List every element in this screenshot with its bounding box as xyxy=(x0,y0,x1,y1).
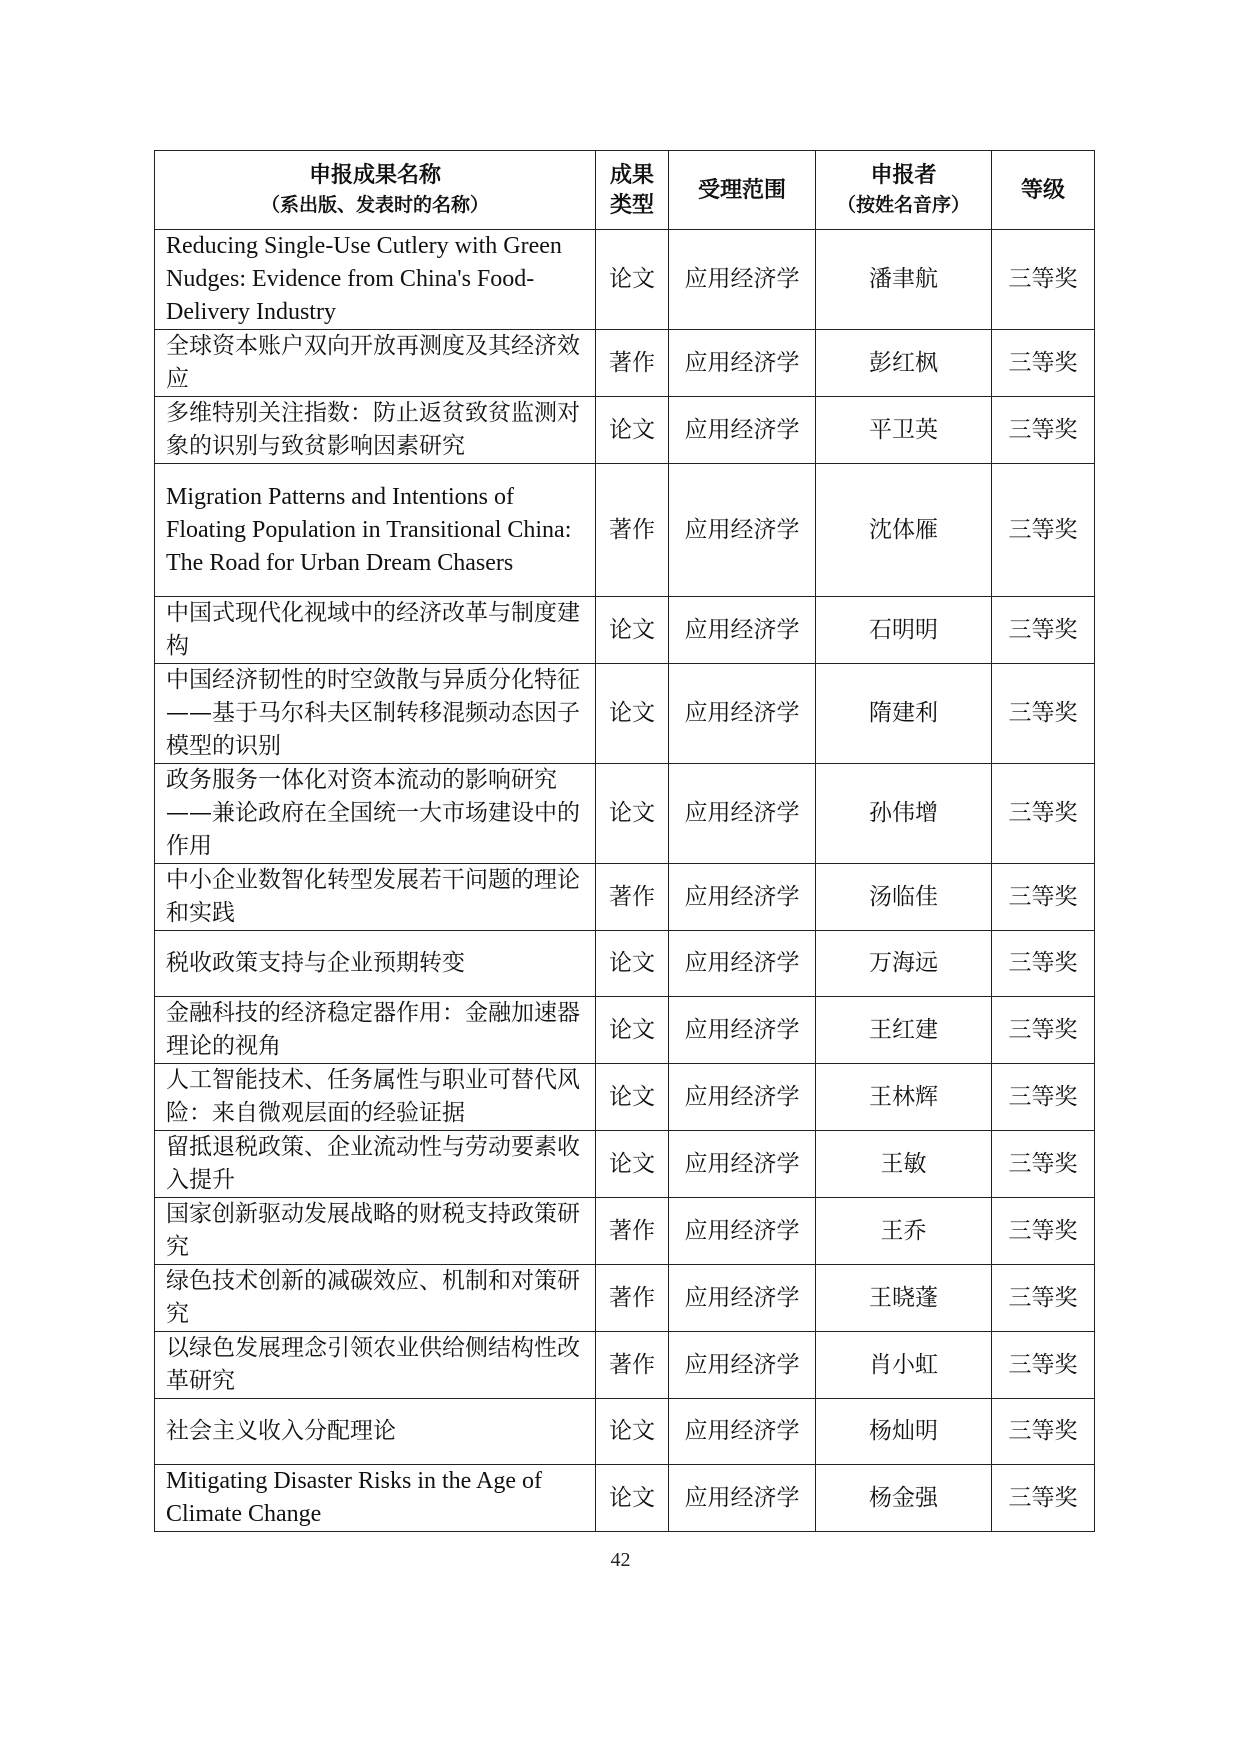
table-row xyxy=(155,230,1095,330)
cell-grade: 三等奖 xyxy=(992,1198,1095,1265)
cell-grade: 三等奖 xyxy=(992,664,1095,764)
cell-scope: 应用经济学 xyxy=(669,864,816,931)
cell-scope: 应用经济学 xyxy=(669,330,816,397)
cell-title: 中国经济韧性的时空敛散与异质分化特征——基于马尔科夫区制转移混频动态因子模型的识别 xyxy=(155,664,596,764)
cell-type: 论文 xyxy=(596,664,669,764)
cell-type: 论文 xyxy=(596,1131,669,1198)
cell-grade: 三等奖 xyxy=(992,1265,1095,1332)
cell-scope: 应用经济学 xyxy=(669,1332,816,1399)
table-row xyxy=(155,1131,1095,1198)
table-header-row xyxy=(155,151,1095,230)
header-grade xyxy=(992,151,1095,230)
header-title-sub: （系出版、发表时的名称） xyxy=(260,194,489,216)
cell-scope: 应用经济学 xyxy=(669,464,816,597)
table-row xyxy=(155,864,1095,931)
cell-type: 论文 xyxy=(596,931,669,997)
cell-applicant: 沈体雁 xyxy=(816,464,992,597)
cell-title: 税收政策支持与企业预期转变 xyxy=(155,931,596,997)
cell-type: 论文 xyxy=(596,597,669,664)
cell-title: 金融科技的经济稳定器作用：金融加速器理论的视角 xyxy=(155,997,596,1064)
cell-applicant: 隋建利 xyxy=(816,664,992,764)
table-row xyxy=(155,1465,1095,1532)
cell-applicant: 王乔 xyxy=(816,1198,992,1265)
cell-grade: 三等奖 xyxy=(992,1131,1095,1198)
header-title-main: 申报成果名称 xyxy=(308,162,441,188)
cell-title: 留抵退税政策、企业流动性与劳动要素收入提升 xyxy=(155,1131,596,1198)
cell-applicant: 王林辉 xyxy=(816,1064,992,1131)
cell-title: 人工智能技术、任务属性与职业可替代风险：来自微观层面的经验证据 xyxy=(155,1064,596,1131)
table-row xyxy=(155,1198,1095,1265)
cell-applicant: 杨灿明 xyxy=(816,1399,992,1465)
cell-scope: 应用经济学 xyxy=(669,1465,816,1532)
cell-title: 社会主义收入分配理论 xyxy=(155,1399,596,1465)
table-row xyxy=(155,397,1095,464)
header-scope xyxy=(669,151,816,230)
cell-grade: 三等奖 xyxy=(992,997,1095,1064)
cell-scope: 应用经济学 xyxy=(669,397,816,464)
cell-scope: 应用经济学 xyxy=(669,1198,816,1265)
header-type-line1: 成果 xyxy=(609,162,654,188)
cell-scope: 应用经济学 xyxy=(669,1265,816,1332)
cell-title: 政务服务一体化对资本流动的影响研究——兼论政府在全国统一大市场建设中的作用 xyxy=(155,764,596,864)
cell-type: 论文 xyxy=(596,1399,669,1465)
cell-grade: 三等奖 xyxy=(992,931,1095,997)
award-table xyxy=(154,150,1095,1532)
header-applicant xyxy=(816,151,992,230)
table-row xyxy=(155,1332,1095,1399)
table-row xyxy=(155,997,1095,1064)
cell-scope: 应用经济学 xyxy=(669,664,816,764)
table-row xyxy=(155,931,1095,997)
cell-grade: 三等奖 xyxy=(992,330,1095,397)
cell-grade: 三等奖 xyxy=(992,1465,1095,1532)
cell-title: Reducing Single-Use Cutlery with Green Nudges: Evidence from China's Food-Delivery Industry xyxy=(155,230,596,330)
cell-grade: 三等奖 xyxy=(992,464,1095,597)
cell-applicant: 汤临佳 xyxy=(816,864,992,931)
cell-applicant: 杨金强 xyxy=(816,1465,992,1532)
cell-grade: 三等奖 xyxy=(992,764,1095,864)
cell-scope: 应用经济学 xyxy=(669,764,816,864)
cell-grade: 三等奖 xyxy=(992,597,1095,664)
table-row xyxy=(155,1265,1095,1332)
table-row xyxy=(155,1064,1095,1131)
cell-grade: 三等奖 xyxy=(992,864,1095,931)
cell-type: 论文 xyxy=(596,997,669,1064)
cell-grade: 三等奖 xyxy=(992,230,1095,330)
header-type-line2: 类型 xyxy=(609,192,654,218)
header-type xyxy=(596,151,669,230)
cell-applicant: 平卫英 xyxy=(816,397,992,464)
cell-title: 中小企业数智化转型发展若干问题的理论和实践 xyxy=(155,864,596,931)
cell-type: 著作 xyxy=(596,1265,669,1332)
cell-title: 国家创新驱动发展战略的财税支持政策研究 xyxy=(155,1198,596,1265)
cell-title: 绿色技术创新的减碳效应、机制和对策研究 xyxy=(155,1265,596,1332)
cell-applicant: 王敏 xyxy=(816,1131,992,1198)
cell-type: 著作 xyxy=(596,864,669,931)
cell-grade: 三等奖 xyxy=(992,1332,1095,1399)
cell-type: 论文 xyxy=(596,1064,669,1131)
cell-type: 著作 xyxy=(596,464,669,597)
cell-grade: 三等奖 xyxy=(992,1399,1095,1465)
cell-scope: 应用经济学 xyxy=(669,1131,816,1198)
cell-title: Mitigating Disaster Risks in the Age of Climate Change xyxy=(155,1465,596,1532)
cell-scope: 应用经济学 xyxy=(669,230,816,330)
cell-title: 多维特别关注指数：防止返贫致贫监测对象的识别与致贫影响因素研究 xyxy=(155,397,596,464)
cell-applicant: 潘聿航 xyxy=(816,230,992,330)
header-applicant-sub: （按姓名音序） xyxy=(836,194,970,216)
table-row xyxy=(155,597,1095,664)
cell-grade: 三等奖 xyxy=(992,1064,1095,1131)
cell-type: 论文 xyxy=(596,397,669,464)
cell-applicant: 石明明 xyxy=(816,597,992,664)
cell-type: 论文 xyxy=(596,764,669,864)
cell-applicant: 孙伟增 xyxy=(816,764,992,864)
header-title xyxy=(155,151,596,230)
cell-applicant: 万海远 xyxy=(816,931,992,997)
header-grade-label: 等级 xyxy=(1020,177,1065,203)
cell-type: 著作 xyxy=(596,1198,669,1265)
header-scope-label: 受理范围 xyxy=(697,177,786,203)
table-row xyxy=(155,664,1095,764)
cell-title: 全球资本账户双向开放再测度及其经济效应 xyxy=(155,330,596,397)
cell-type: 著作 xyxy=(596,330,669,397)
cell-title: 中国式现代化视域中的经济改革与制度建构 xyxy=(155,597,596,664)
cell-applicant: 王红建 xyxy=(816,997,992,1064)
cell-applicant: 王晓蓬 xyxy=(816,1265,992,1332)
cell-scope: 应用经济学 xyxy=(669,997,816,1064)
cell-type: 著作 xyxy=(596,1332,669,1399)
header-applicant-main: 申报者 xyxy=(870,162,937,188)
cell-scope: 应用经济学 xyxy=(669,931,816,997)
cell-applicant: 肖小虹 xyxy=(816,1332,992,1399)
table-row xyxy=(155,330,1095,397)
cell-applicant: 彭红枫 xyxy=(816,330,992,397)
cell-type: 论文 xyxy=(596,1465,669,1532)
cell-scope: 应用经济学 xyxy=(669,1399,816,1465)
cell-title: 以绿色发展理念引领农业供给侧结构性改革研究 xyxy=(155,1332,596,1399)
table-row xyxy=(155,464,1095,597)
page-number: 42 xyxy=(610,1549,631,1571)
cell-scope: 应用经济学 xyxy=(669,1064,816,1131)
cell-scope: 应用经济学 xyxy=(669,597,816,664)
cell-title: Migration Patterns and Intentions of Floating Population in Transitional China: The Road for Urban Dream Chasers xyxy=(155,464,596,597)
table-row xyxy=(155,1399,1095,1465)
table-row xyxy=(155,764,1095,864)
cell-grade: 三等奖 xyxy=(992,397,1095,464)
cell-type: 论文 xyxy=(596,230,669,330)
